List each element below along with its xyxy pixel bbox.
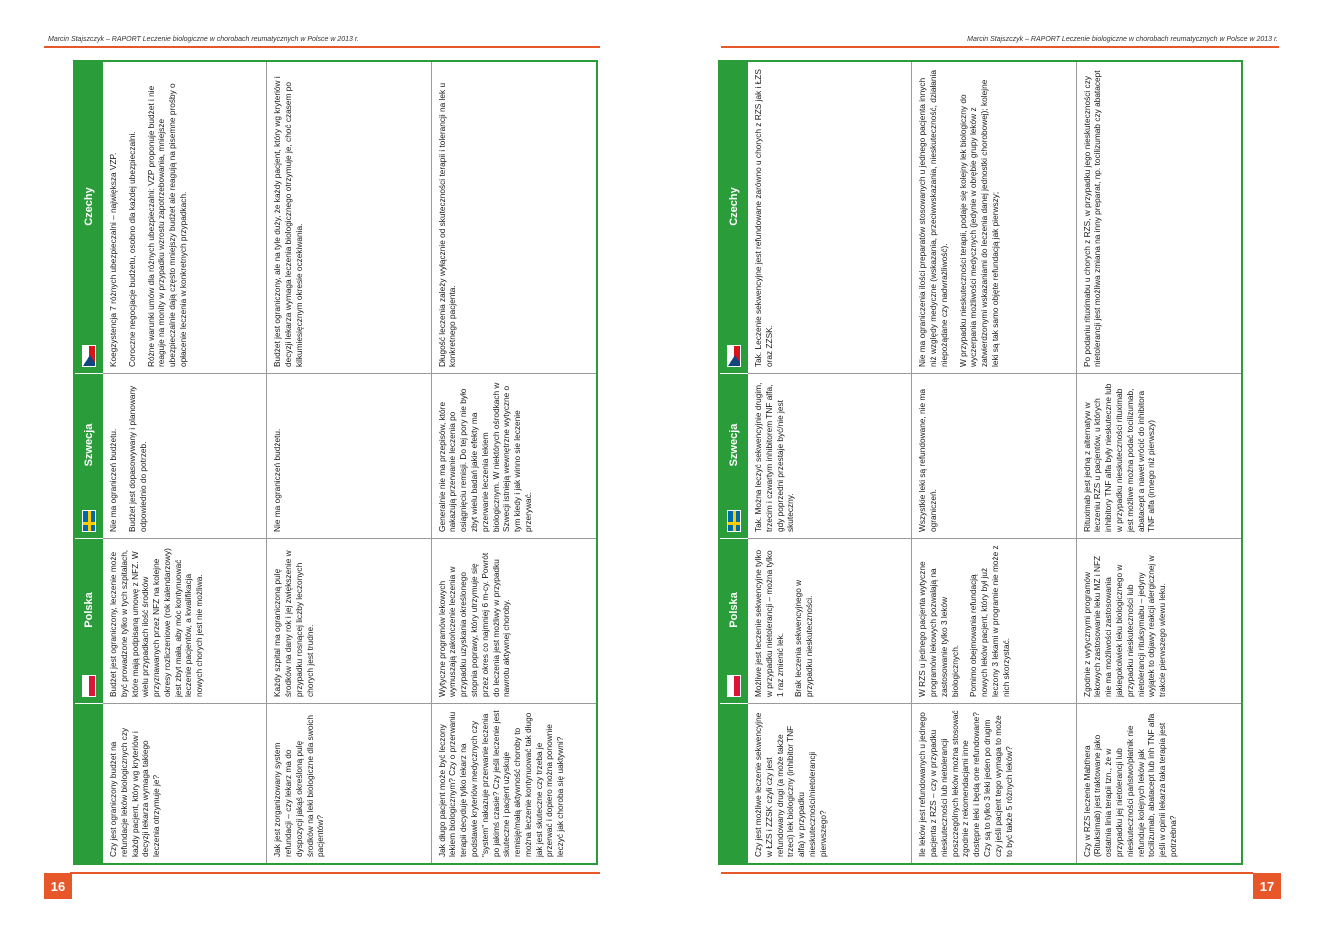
czechy-cell: Po podaniu rituximabu u chorych z RZS, w przypadku jego nieskuteczności czy nietolerancji jest możliwa zmiana na inny preparat, np. tocilizumab czy abatacept [1081,70,1103,367]
question-cell: Ile leków jest refundowanych u jednego pacjenta z RZS – czy w przypadku nieskuteczności lub nietolerancji poszczególnych leków można stosować zgodnie z rekomendacjami inne dostępne leki i będą one refundowane? Czy są to tylko 3 leki jeden po drugim czy jeśli pacjent tego wymaga to może to być także 5 różnych leków? [912,703,1076,863]
flag-sweden-icon [82,510,96,532]
header-rule [44,46,600,48]
column-header-szwecja: Szwecja [720,373,748,538]
question-cell: Czy w RZS leczenie Mabthera (Rituksimab) jest traktowane jako ostatnia linia terapii tzn., że w przypadku jej nietolerancji lub nieskuteczności państwo/płatnik nie refunduje kolejnych leków jak tocilizumab, abatacept lub inh TNF alfa jeśli w opinii lekarza taka terapia jest potrzebna? [1077,703,1241,863]
page-number-badge: 16 [44,873,72,899]
column-header-czechy: Czechy [75,62,103,373]
szwecja-cell: Wszystkie leki są refundowane, nie ma ograniczeń. [912,373,1076,538]
column-header-polska: Polska [720,538,748,703]
footer-rule [70,872,600,874]
szwecja-cell: Nie ma ograniczeń budżetu. [267,373,431,538]
czechy-cell: Koegzystencja 7 różnych ubezpieczalni – największa VZP. Coroczne negocjacje budżetu, osobno dla każdej ubezpieczalni. Różne warunki umów dla różnych ubezpieczalni: VZP proponuje budżet i nie reaguje na monity w przypadku wzrostu zapotrzebowania, mniejsze ubezpieczalnie dają często mniejszy budżet ale reagują na pisemne prośby o opłacenie leczenia w konkretnych przypadkach. [103,62,267,373]
page-17 [661,0,1322,935]
question-cell: Jak długo pacjent może być leczony lekiem biologicznym? Czy o przerwaniu terapii decyduje tylko lekarz na podstawie kryteriów medycznych czy "system" nakazuje przerwanie leczenia po jakimś czasie? Czy jeśli leczenie jest skuteczne i pacjent uzyskuje remisję/małą aktywność choroby to można leczenie kontynuować tak długo jak jest skuteczne czy trzeba je przerwać i dopiero można ponownie leczyć jak choroba się uaktywni? [432,703,596,863]
czechy-cell: Długość leczenia zależy wyłącznie od skuteczności terapii i tolerancji na lek u konkretnego pacjenta. [436,82,458,367]
polska-cell: Zgodnie z wytycznymi programów lekowych zastosowanie leku MZ i NFZ nie ma możliwości zastosowania jakiegokolwiek leku biologicznego w przypadku nieskuteczności lub nietolerancji rituksymabu – jedyny wyjątek to objawy reakcji alergicznej w trakcie pierwszego wlewu leku. [1077,538,1241,703]
column-header-question [720,703,748,863]
column-header-question [75,703,103,863]
column-header-polska: Polska [75,538,103,703]
polska-cell: Budżet jest ograniczony, leczenie może być prowadzone tylko w tych szpitalach, które mają podpisaną umowę z NFZ. W wielu przypadkach ilość środków przyznawanych przez NFZ na kolejne okresy rozliczeniowe (rok kalendarzowy) jest zbyt mała, aby móc kontynuować leczenie pacjentów, a kwalifikacja nowych chorych jest nie możliwa. [103,538,267,703]
czechy-cell: Budżet jest ograniczony, ale na tyle duży, że każdy pacjent, który wg kryteriów i decyzji lekarza wymaga leczenia biologicznego otrzymuje je, choć czasem po kilkumiesięcznym okresie oczekiwania. [267,62,431,373]
flag-poland-icon [82,675,96,697]
szwecja-cell: Tak. Można leczyć sekwencyjnie drugim, trzecim i czwartym inhibitorem TNF alfa, gdy poprzedni przestaje być/nie jest skuteczny. [748,373,912,538]
question-cell: Czy jest ograniczony budżet na refundacje leków biologicznych czy każdy pacjent, który wg kryteriów i decyzji lekarza wymaga takiego leczenia otrzymuje je? [103,703,267,863]
polska-cell: Wytyczne programów lekowych wymuszają zakończenie leczenia w przypadku uzyskania określonego stopnia poprawy, który utrzymuje się przez okres co najmniej 6 m-cy. Powrót do leczenia jest możliwy w przypadku nawrotu aktywnej choroby. [432,538,596,703]
running-header: Marcin Stajszczyk – RAPORT Leczenie biologiczne w chorobach reumatycznych w Polsce w 2013 r. [48,36,359,43]
flag-poland-icon [727,675,741,697]
footer-rule [721,872,1253,874]
polska-cell: Możliwe jest leczenie sekwencyjne tylko w przypadku nietolerancji – można tylko 1 raz zmienić lek. Brak leczenia sekwencyjnego w przypadku nieskuteczności. [748,538,912,703]
polska-cell: W RZS u jednego pacjenta wytyczne programów lekowych pozwalają na zastosowanie tylko 3 leków biologicznych. Pomimo obejmowania refundacją nowych leków pacjent, który był już leczony 3 lekami w programie nie może z nich skorzystać. [912,538,1076,703]
page-number-badge: 17 [1253,873,1281,899]
column-header-szwecja: Szwecja [75,373,103,538]
flag-sweden-icon [727,510,741,532]
szwecja-cell: Nie ma ograniczeń budżetu. Budżet jest dopasowywany i planowany odpowiednio do potrzeb. [103,373,267,538]
polska-cell: Każdy szpital ma ograniczoną pulę środków na dany rok i jej zwiększenie w przypadku rosnącej liczby leczonych chorych jest trudne. [267,538,431,703]
comparison-table [718,60,1243,865]
czechy-cell: Tak. Leczenie sekwencyjne jest refundowane zarówno u chorych z RZS jak i ŁZS oraz ZZSK. [748,62,912,373]
header-rule [721,46,1279,48]
czechy-cell: Nie ma ograniczenia ilości preparatów stosowanych u jednego pacjenta innych niż względy medyczne (wskazania, przeciwwskazania, nieskuteczność, działania niepożądane czy nadwrażliwość). W przypadku nieskuteczności terapii, podaje się kolejny lek biologiczny do wyczerpania możliwości medycznych (jedynie w obrębie grupy leków z zatwierdzonymi wskazaniami do leczenia danej jednostki chorobowej); kolejne leki są tak samo objęte refundacją jak pierwszy; [912,62,1076,373]
page-16 [0,0,661,935]
question-cell: Jak jest zorganizowany system refundacji – czy lekarz ma do dyspozycji jakąś określoną pulę środków na leki biologiczne dla swoich pacjentów? [267,703,431,863]
column-header-czechy: Czechy [720,62,748,373]
flag-czech-icon [727,345,741,367]
flag-czech-icon [82,345,96,367]
szwecja-cell: Generalnie nie ma przepisów, które nakazują przerwanie leczenia po osiągnięciu remisji. Do tej pory nie było zbyt wielu badań jakie efekty ma przerwanie leczenia lekiem biologicznym. W niektórych ośrodkach w Szwecji istnieją wewnętrzne wytyczne o tym kiedy i jak winno sie leczenie przerywać. [432,373,596,538]
szwecja-cell: Rituximab jest jedną z alternatyw w leczeniu RZS u pacjentów, u których inhibitory TNF alfa były nieskuteczne lub w przypadku nieskuteczności rituximab jest możliwe można podać tocilizumab, abatacept a nawet wrócić do inhibitora TNF alfa (innego niż pierwszy) [1077,373,1241,538]
comparison-table [73,60,598,865]
question-cell: Czy jest możliwe leczenie sekwencyjne w ŁZS i ZZSK czyli czy jest refundowany drugi (a może także trzeci) lek biologiczny (inhibitor TNF alfa) w przypadku nieskuteczności/nietolerancji pierwszego? [748,703,912,863]
running-header: Marcin Stajszczyk – RAPORT Leczenie biologiczne w chorobach reumatycznych w Polsce w 2013 r. [967,36,1278,43]
